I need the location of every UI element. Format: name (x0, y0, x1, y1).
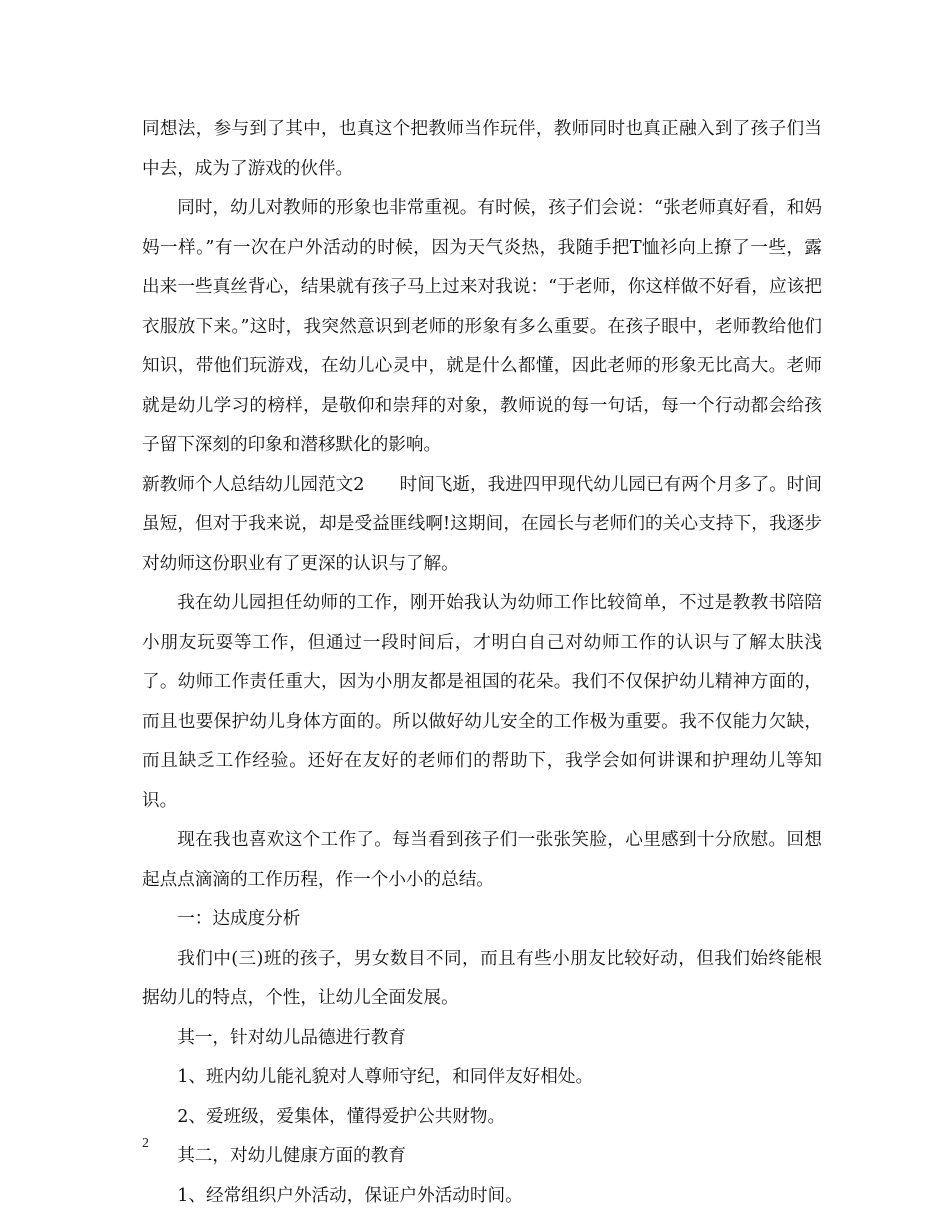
list-item-moral-1: 1、班内幼儿能礼貌对人尊师守纪，和同伴友好相处。 (177, 1067, 594, 1087)
heading-health-education: 其二，对幼儿健康方面的教育 (177, 1146, 406, 1166)
paragraph-class-overview: 我们中(三)班的孩子，男女数目不同，而且有些小朋友比较好动，但我们始终能根据幼儿的特点，个性，让幼儿全面发展。 (142, 948, 822, 1008)
heading-moral-education: 其一，针对幼儿品德进行教育 (177, 1027, 406, 1048)
heading-achievement-analysis: 一：达成度分析 (177, 909, 301, 929)
paragraph-teacher-image: 同时，幼儿对教师的形象也非常重视。有时候，孩子们会说：“张老师真好看，和妈妈一样。”有一次在户外活动的时候，因为天气炎热，我随手把T恤衫向上撩了一些，露出来一些真丝背心，结果就有孩子马上过来对我说：“于老师，你这样做不好看，应该把衣服放下来。”这时，我突然意识到老师的形象有多么重要。在孩子眼中，老师教给他们知识，带他们玩游戏，在幼儿心灵中，就是什么都懂，因此老师的形象无比高大。老师就是幼儿学习的榜样，是敬仰和崇拜的对象，教师说的每一句话，每一个行动都会给孩子留下深刻的印象和潜移默化的影响。 (142, 198, 822, 455)
paragraph-continued-text: 同想法，参与到了其中，也真这个把教师当作玩伴，教师同时也真正融入到了孩子们当中去，成为了游戏的伙伴。 (142, 119, 822, 179)
page-number: 2 (142, 1136, 149, 1151)
document-body (142, 110, 822, 1216)
paragraph-summary-intro: 现在我也喜欢这个工作了。每当看到孩子们一张张笑脸，心里感到十分欣慰。回想起点点滴滴的工作历程，作一个小小的总结。 (142, 830, 822, 890)
list-item-health-1: 1、经常组织户外活动，保证户外活动时间。 (177, 1185, 523, 1206)
list-item-moral-2: 2、爱班级，爱集体，懂得爱护公共财物。 (177, 1106, 506, 1127)
paragraph-section-title-2: 新教师个人总结幼儿园范文2 时间飞逝，我进四甲现代幼儿园已有两个月多了。时间虽短，但对于我来说，却是受益匪线啊!这期间，在园长与老师们的关心支持下，我逐步对幼师这份职业有了更深的认识与了解。 (142, 474, 822, 574)
paragraph-work-experience: 我在幼儿园担任幼师的工作，刚开始我认为幼师工作比较简单，不过是教教书陪陪小朋友玩耍等工作，但通过一段时间后，才明白自己对幼师工作的认识与了解太肤浅了。幼师工作责任重大，因为小朋友都是祖国的花朵。我们不仅保护幼儿精神方面的，而且也要保护幼儿身体方面的。所以做好幼儿安全的工作极为重要。我不仅能力欠缺，而且缺乏工作经验。还好在友好的老师们的帮助下，我学会如何讲课和护理幼儿等知识。 (142, 593, 822, 811)
